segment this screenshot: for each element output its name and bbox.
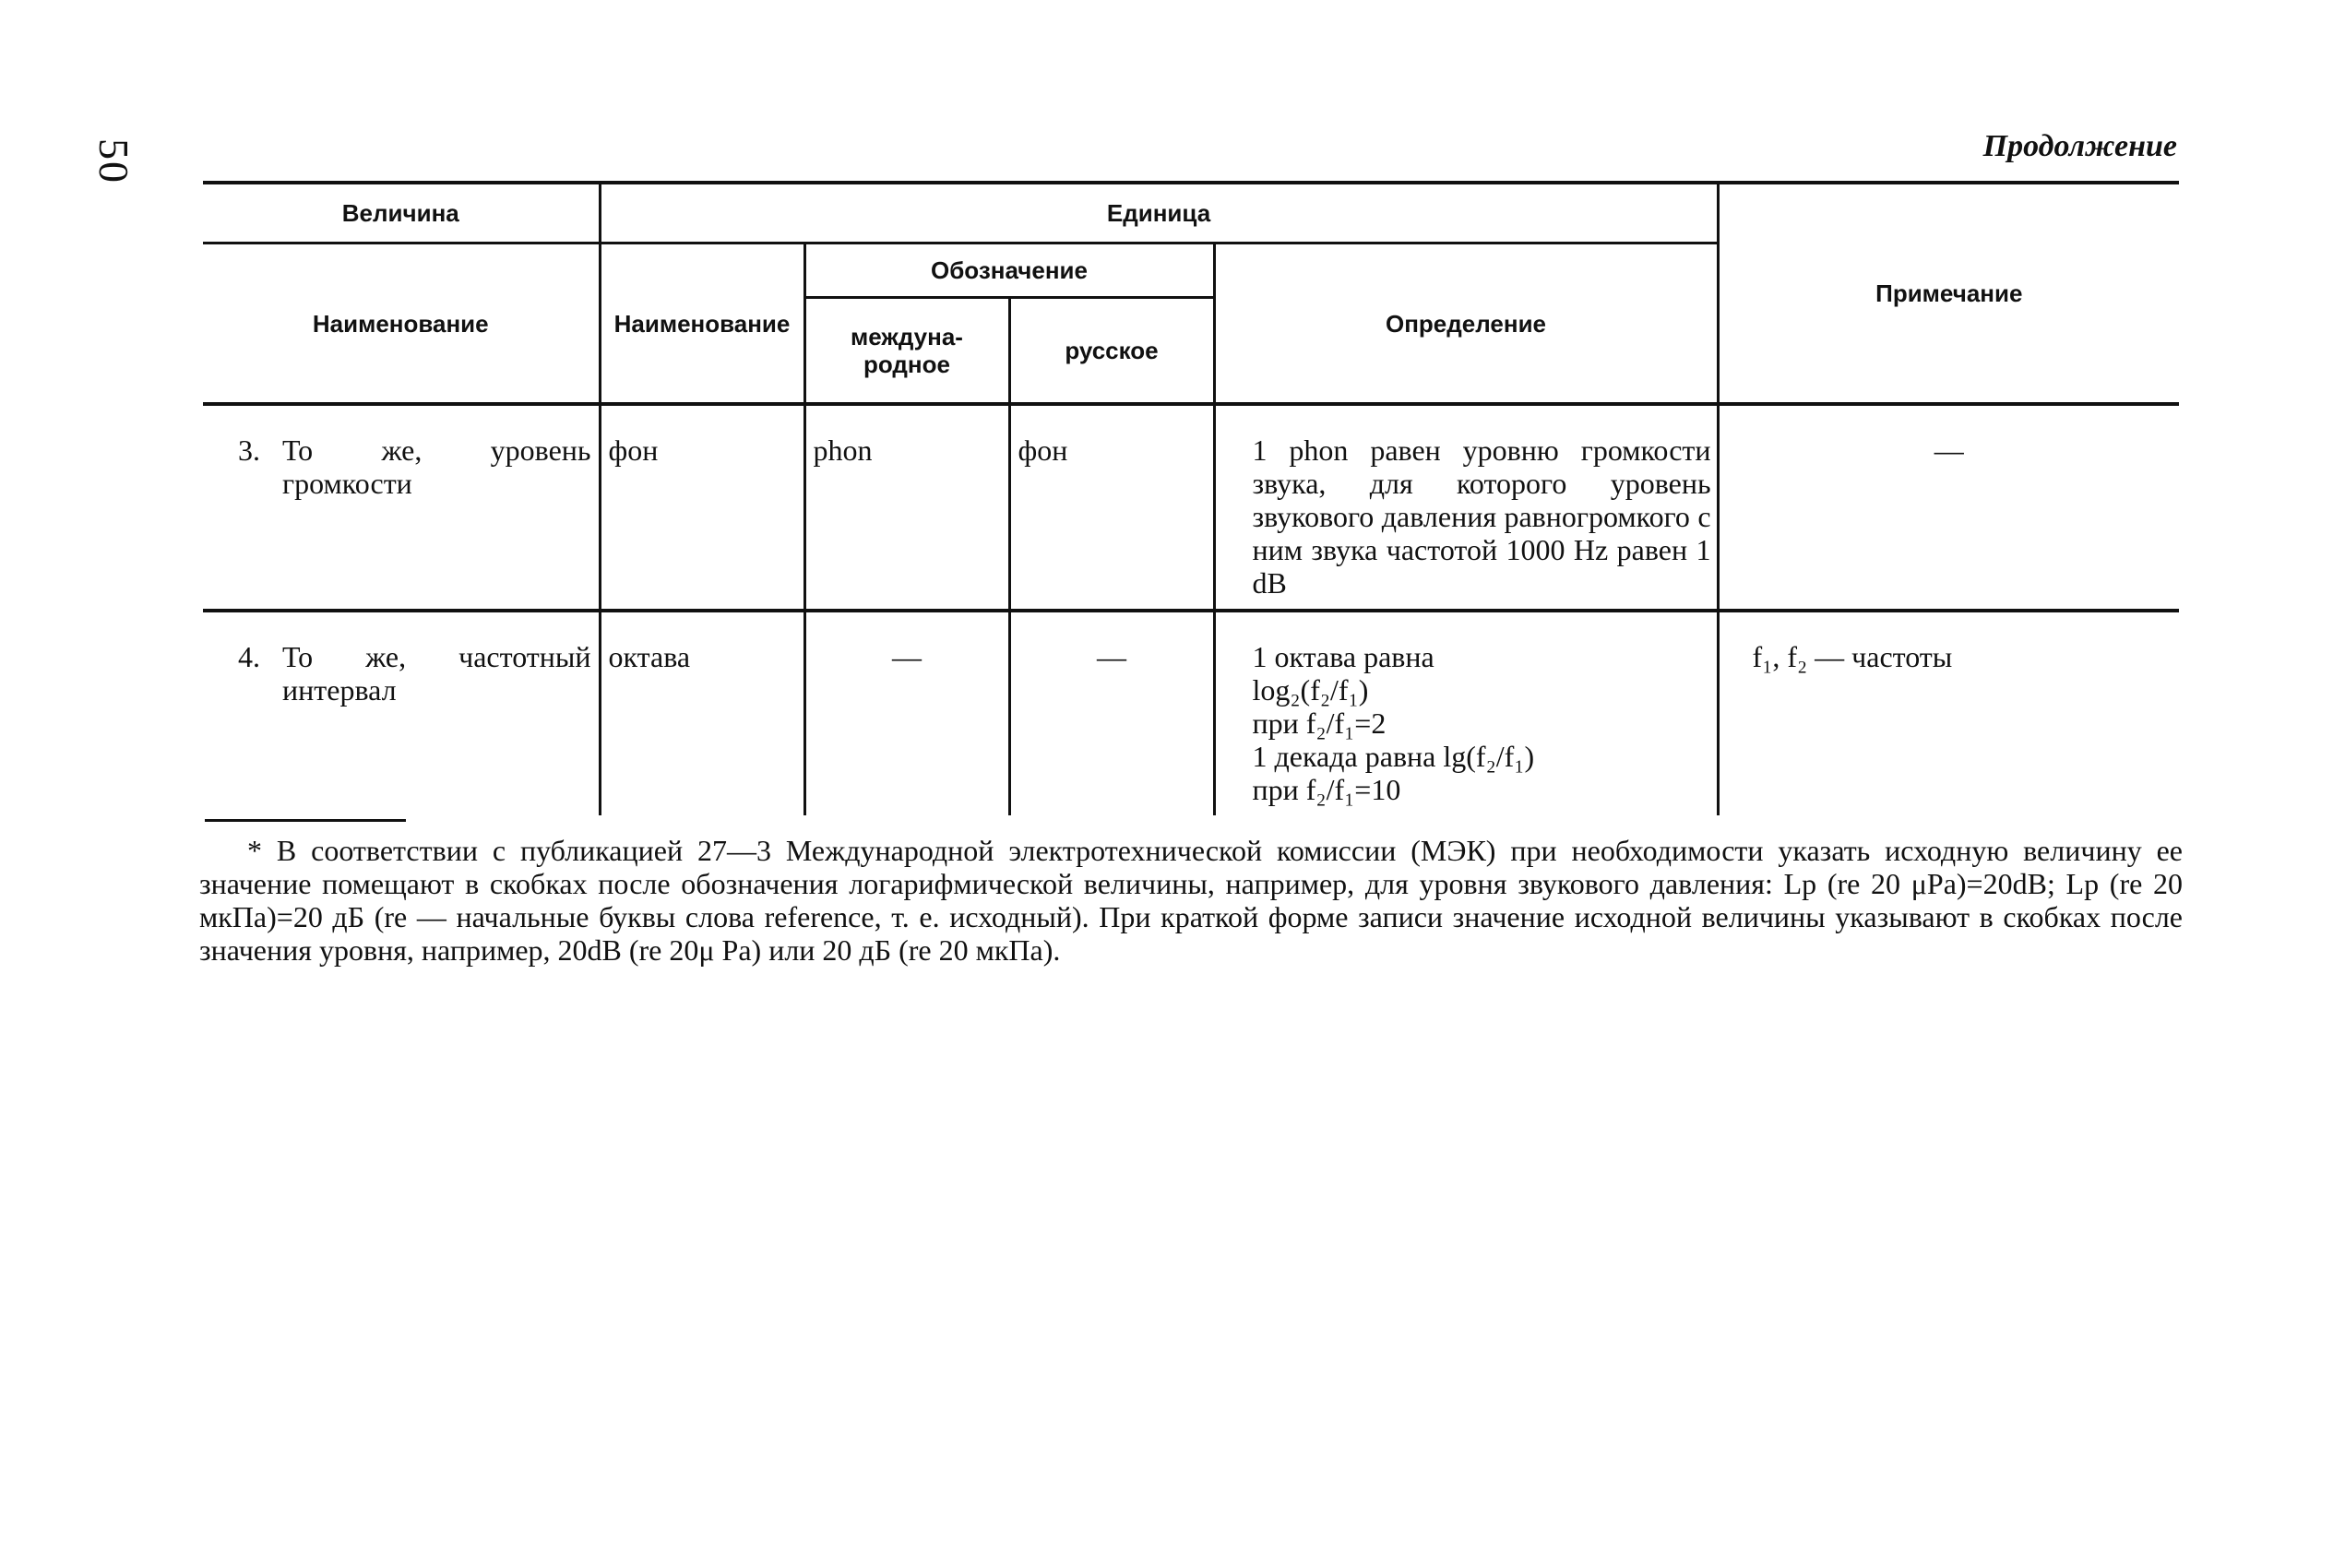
row-number: 3. xyxy=(238,434,260,467)
quantity-name: То же, уровень громкости xyxy=(282,434,591,500)
units-table xyxy=(203,181,2179,815)
quantity-name: То же, частотный интервал xyxy=(282,640,591,707)
unit-name-cell: октава xyxy=(600,611,804,815)
russian-designation-cell: — xyxy=(1009,611,1214,815)
definition-line: 1 декада равна lg(f₂/f₁) xyxy=(1252,740,1535,773)
header-note: Примечание xyxy=(1718,183,2179,404)
definition-line: log₂(f₂/f₁) xyxy=(1252,673,1369,707)
row-number: 4. xyxy=(238,640,260,673)
header-quantity-name: Наименование xyxy=(203,244,600,405)
definition-cell: 1 phon равен уровню громкости звука, для которого уровень звукового давления равногромкого с ним звука частотой 1000 Hz равен 1 dB xyxy=(1214,404,1718,611)
header-designation-russian: русское xyxy=(1009,298,1214,405)
continuation-label: Продолжение xyxy=(1982,129,2177,163)
table-row xyxy=(203,404,2179,611)
definition-line: при f₂/f₁=2 xyxy=(1252,707,1387,740)
header-definition: Определение xyxy=(1214,244,1718,405)
header-unit-name: Наименование xyxy=(600,244,804,405)
table-row xyxy=(203,611,2179,815)
russian-designation-cell: фон xyxy=(1009,404,1214,611)
header-unit-group: Единица xyxy=(600,183,1718,244)
unit-name-cell: фон xyxy=(600,404,804,611)
note-cell: — xyxy=(1718,404,2179,611)
page-number: 50 xyxy=(90,138,137,184)
intl-designation-cell: — xyxy=(804,611,1009,815)
definition-cell xyxy=(1214,611,1718,815)
note-cell: f₁, f₂ — частоты xyxy=(1718,611,2179,815)
header-quantity-group: Величина xyxy=(203,183,600,244)
header-designation-international: междуна- родное xyxy=(804,298,1009,405)
definition-line: 1 октава равна xyxy=(1252,640,1434,673)
definition-line: при f₂/f₁=10 xyxy=(1252,773,1401,806)
footnote-rule xyxy=(205,819,406,822)
footnote: * В соответствии с публикацией 27—3 Международной электротехнической комиссии (МЭК) при необходимости указать исходную величину ее значение помещают в скобках после обозначения логарифмической величины, например, для уровня звукового давления: Lp (re 20 μPa)=20dB; Lp (re 20 мкПа)=20 дБ (re — начальные буквы слова reference, т. е. исходный). При краткой форме записи значение исходной величины указывают в скобках после значения уровня, например, 20dB (re 20μ Pa) или 20 дБ (re 20 мкПа). xyxy=(199,834,2183,967)
intl-designation-cell: phon xyxy=(804,404,1009,611)
quantity-cell xyxy=(203,611,600,815)
quantity-cell xyxy=(203,404,600,611)
header-designation-group: Обозначение xyxy=(804,244,1214,298)
